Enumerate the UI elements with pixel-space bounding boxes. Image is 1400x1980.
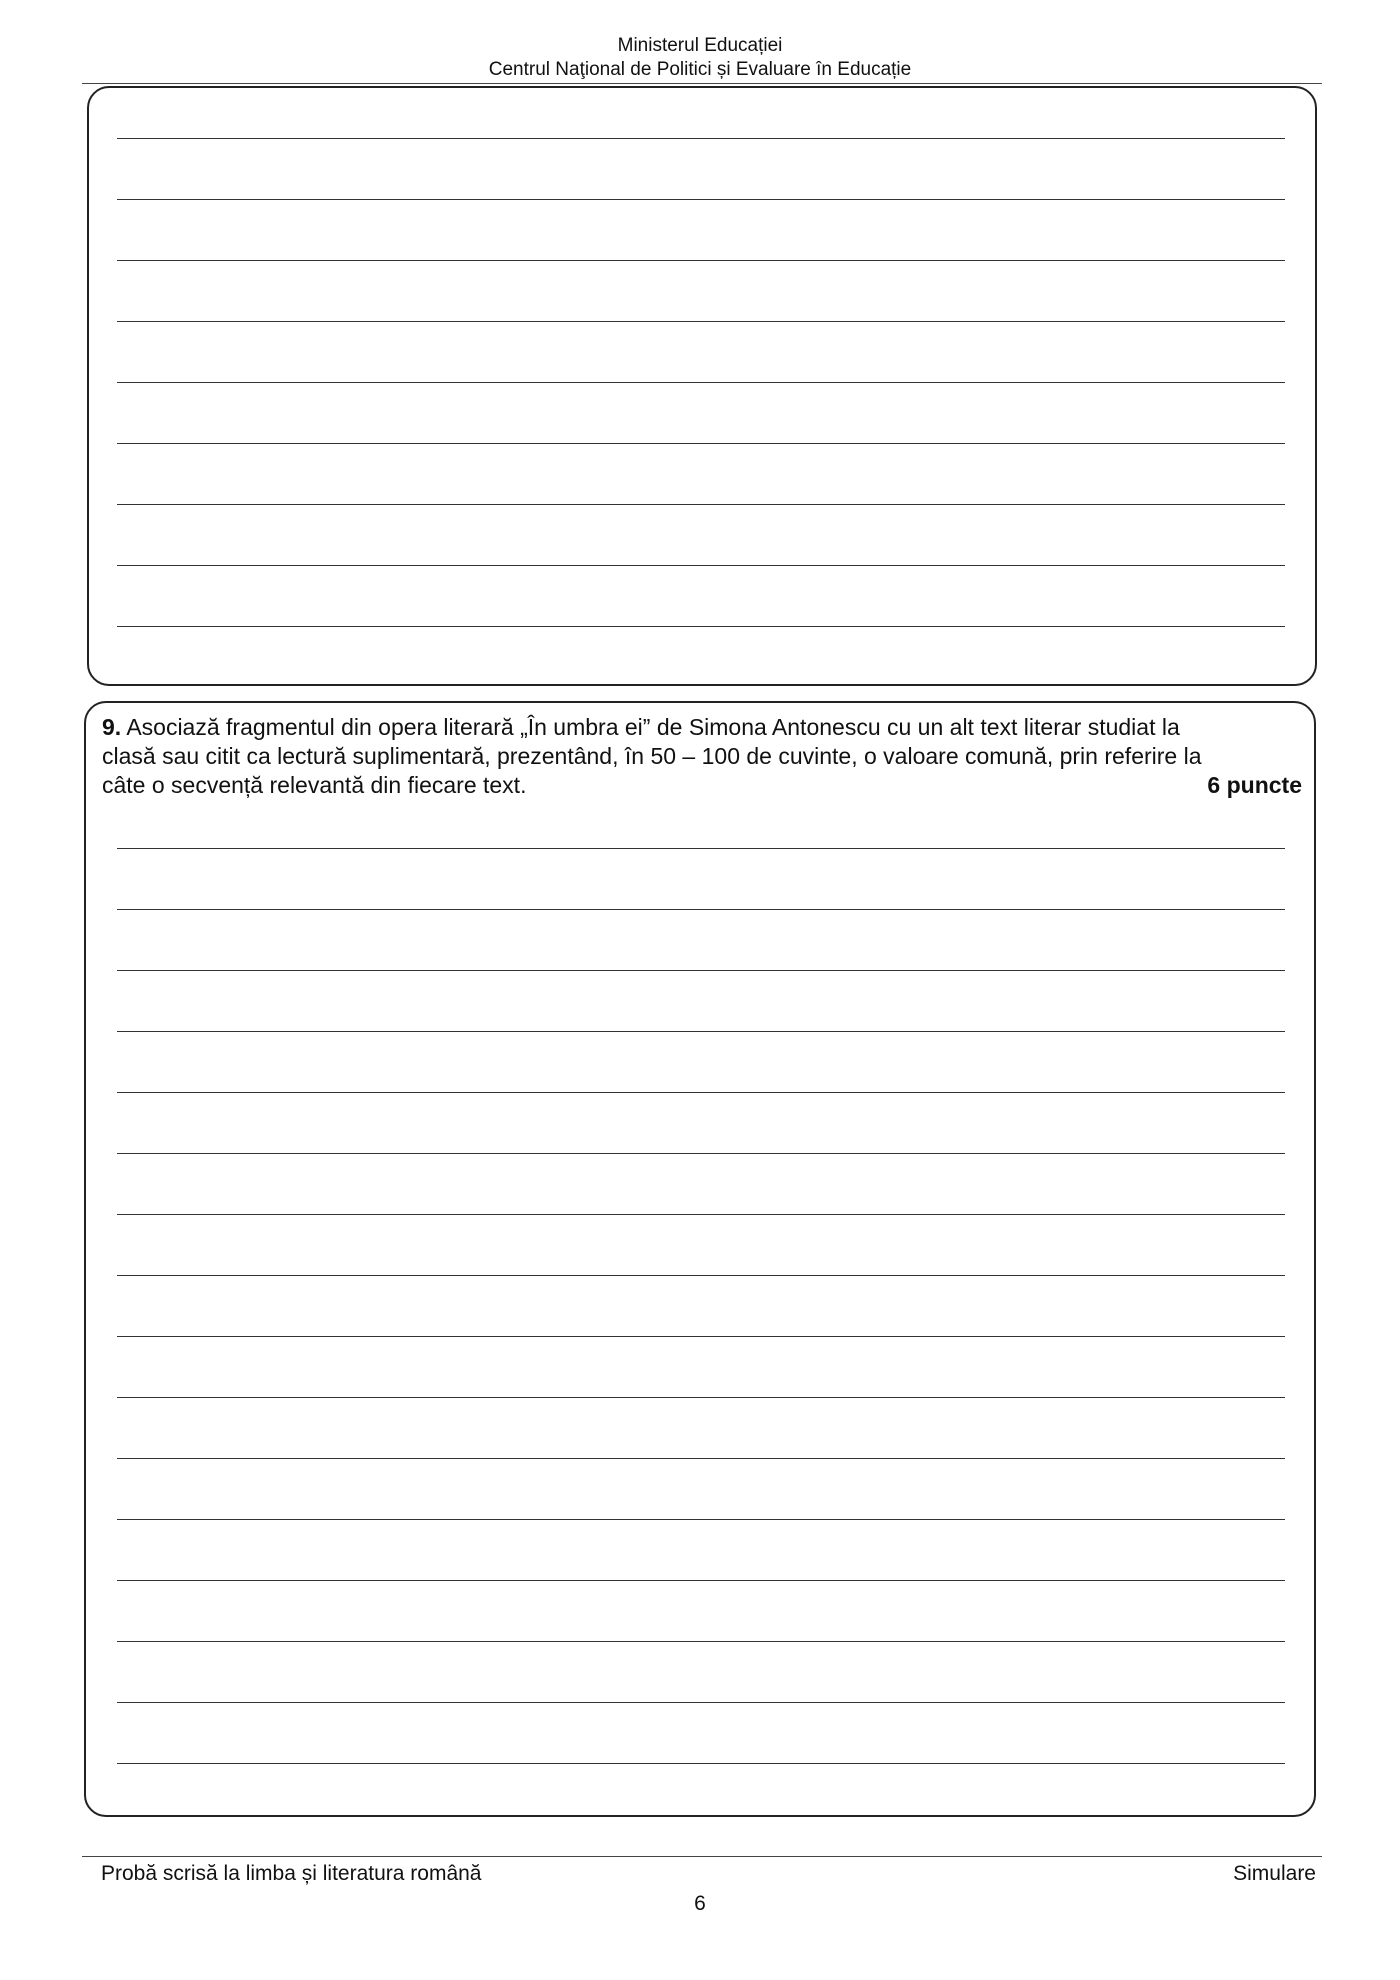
answer-line[interactable]: [117, 1153, 1285, 1154]
exam-type: Simulare: [1233, 1862, 1316, 1885]
header-divider: [82, 83, 1322, 84]
ministry-name: Ministerul Educației: [617, 35, 783, 56]
answer-line[interactable]: [117, 443, 1285, 444]
answer-line[interactable]: [117, 1580, 1285, 1581]
answer-box-previous: [87, 86, 1317, 686]
question-9-box: [84, 701, 1316, 1817]
answer-line[interactable]: [117, 1336, 1285, 1337]
answer-line[interactable]: [117, 565, 1285, 566]
center-name: Centrul Naţional de Politici și Evaluare în Educație: [488, 59, 912, 80]
answer-line[interactable]: [117, 1641, 1285, 1642]
question-number: 9.: [102, 714, 122, 740]
answer-line[interactable]: [117, 1031, 1285, 1032]
answer-line[interactable]: [117, 504, 1285, 505]
answer-line[interactable]: [117, 970, 1285, 971]
answer-line[interactable]: [117, 321, 1285, 322]
page-number: 6: [694, 1892, 706, 1915]
footer-divider: [82, 1856, 1322, 1857]
answer-line[interactable]: [117, 1763, 1285, 1764]
answer-line[interactable]: [117, 1214, 1285, 1215]
exam-title: Probă scrisă la limba și literatura română: [101, 1862, 482, 1885]
answer-line[interactable]: [117, 260, 1285, 261]
answer-line[interactable]: [117, 199, 1285, 200]
answer-line[interactable]: [117, 382, 1285, 383]
answer-line[interactable]: [117, 1458, 1285, 1459]
answer-line[interactable]: [117, 1519, 1285, 1520]
answer-line[interactable]: [117, 1275, 1285, 1276]
answer-line[interactable]: [117, 626, 1285, 627]
answer-line[interactable]: [117, 1702, 1285, 1703]
question-points: 6 puncte: [1207, 772, 1302, 798]
answer-line[interactable]: [117, 909, 1285, 910]
answer-line[interactable]: [117, 1092, 1285, 1093]
answer-line[interactable]: [117, 138, 1285, 139]
question-text-line-2: clasă sau citit ca lectură suplimentară, prezentând, în 50 – 100 de cuvinte, o valoare comună, prin referire la: [102, 743, 1202, 769]
answer-line[interactable]: [117, 848, 1285, 849]
question-text-line-3: câte o secvență relevantă din fiecare text.: [102, 772, 527, 798]
question-9-prompt: [102, 713, 1302, 800]
question-text-line-1: Asociază fragmentul din opera literară „În umbra ei” de Simona Antonescu cu un alt text literar studiat la: [126, 714, 1180, 740]
page-header: [0, 34, 1400, 82]
answer-line[interactable]: [117, 1397, 1285, 1398]
